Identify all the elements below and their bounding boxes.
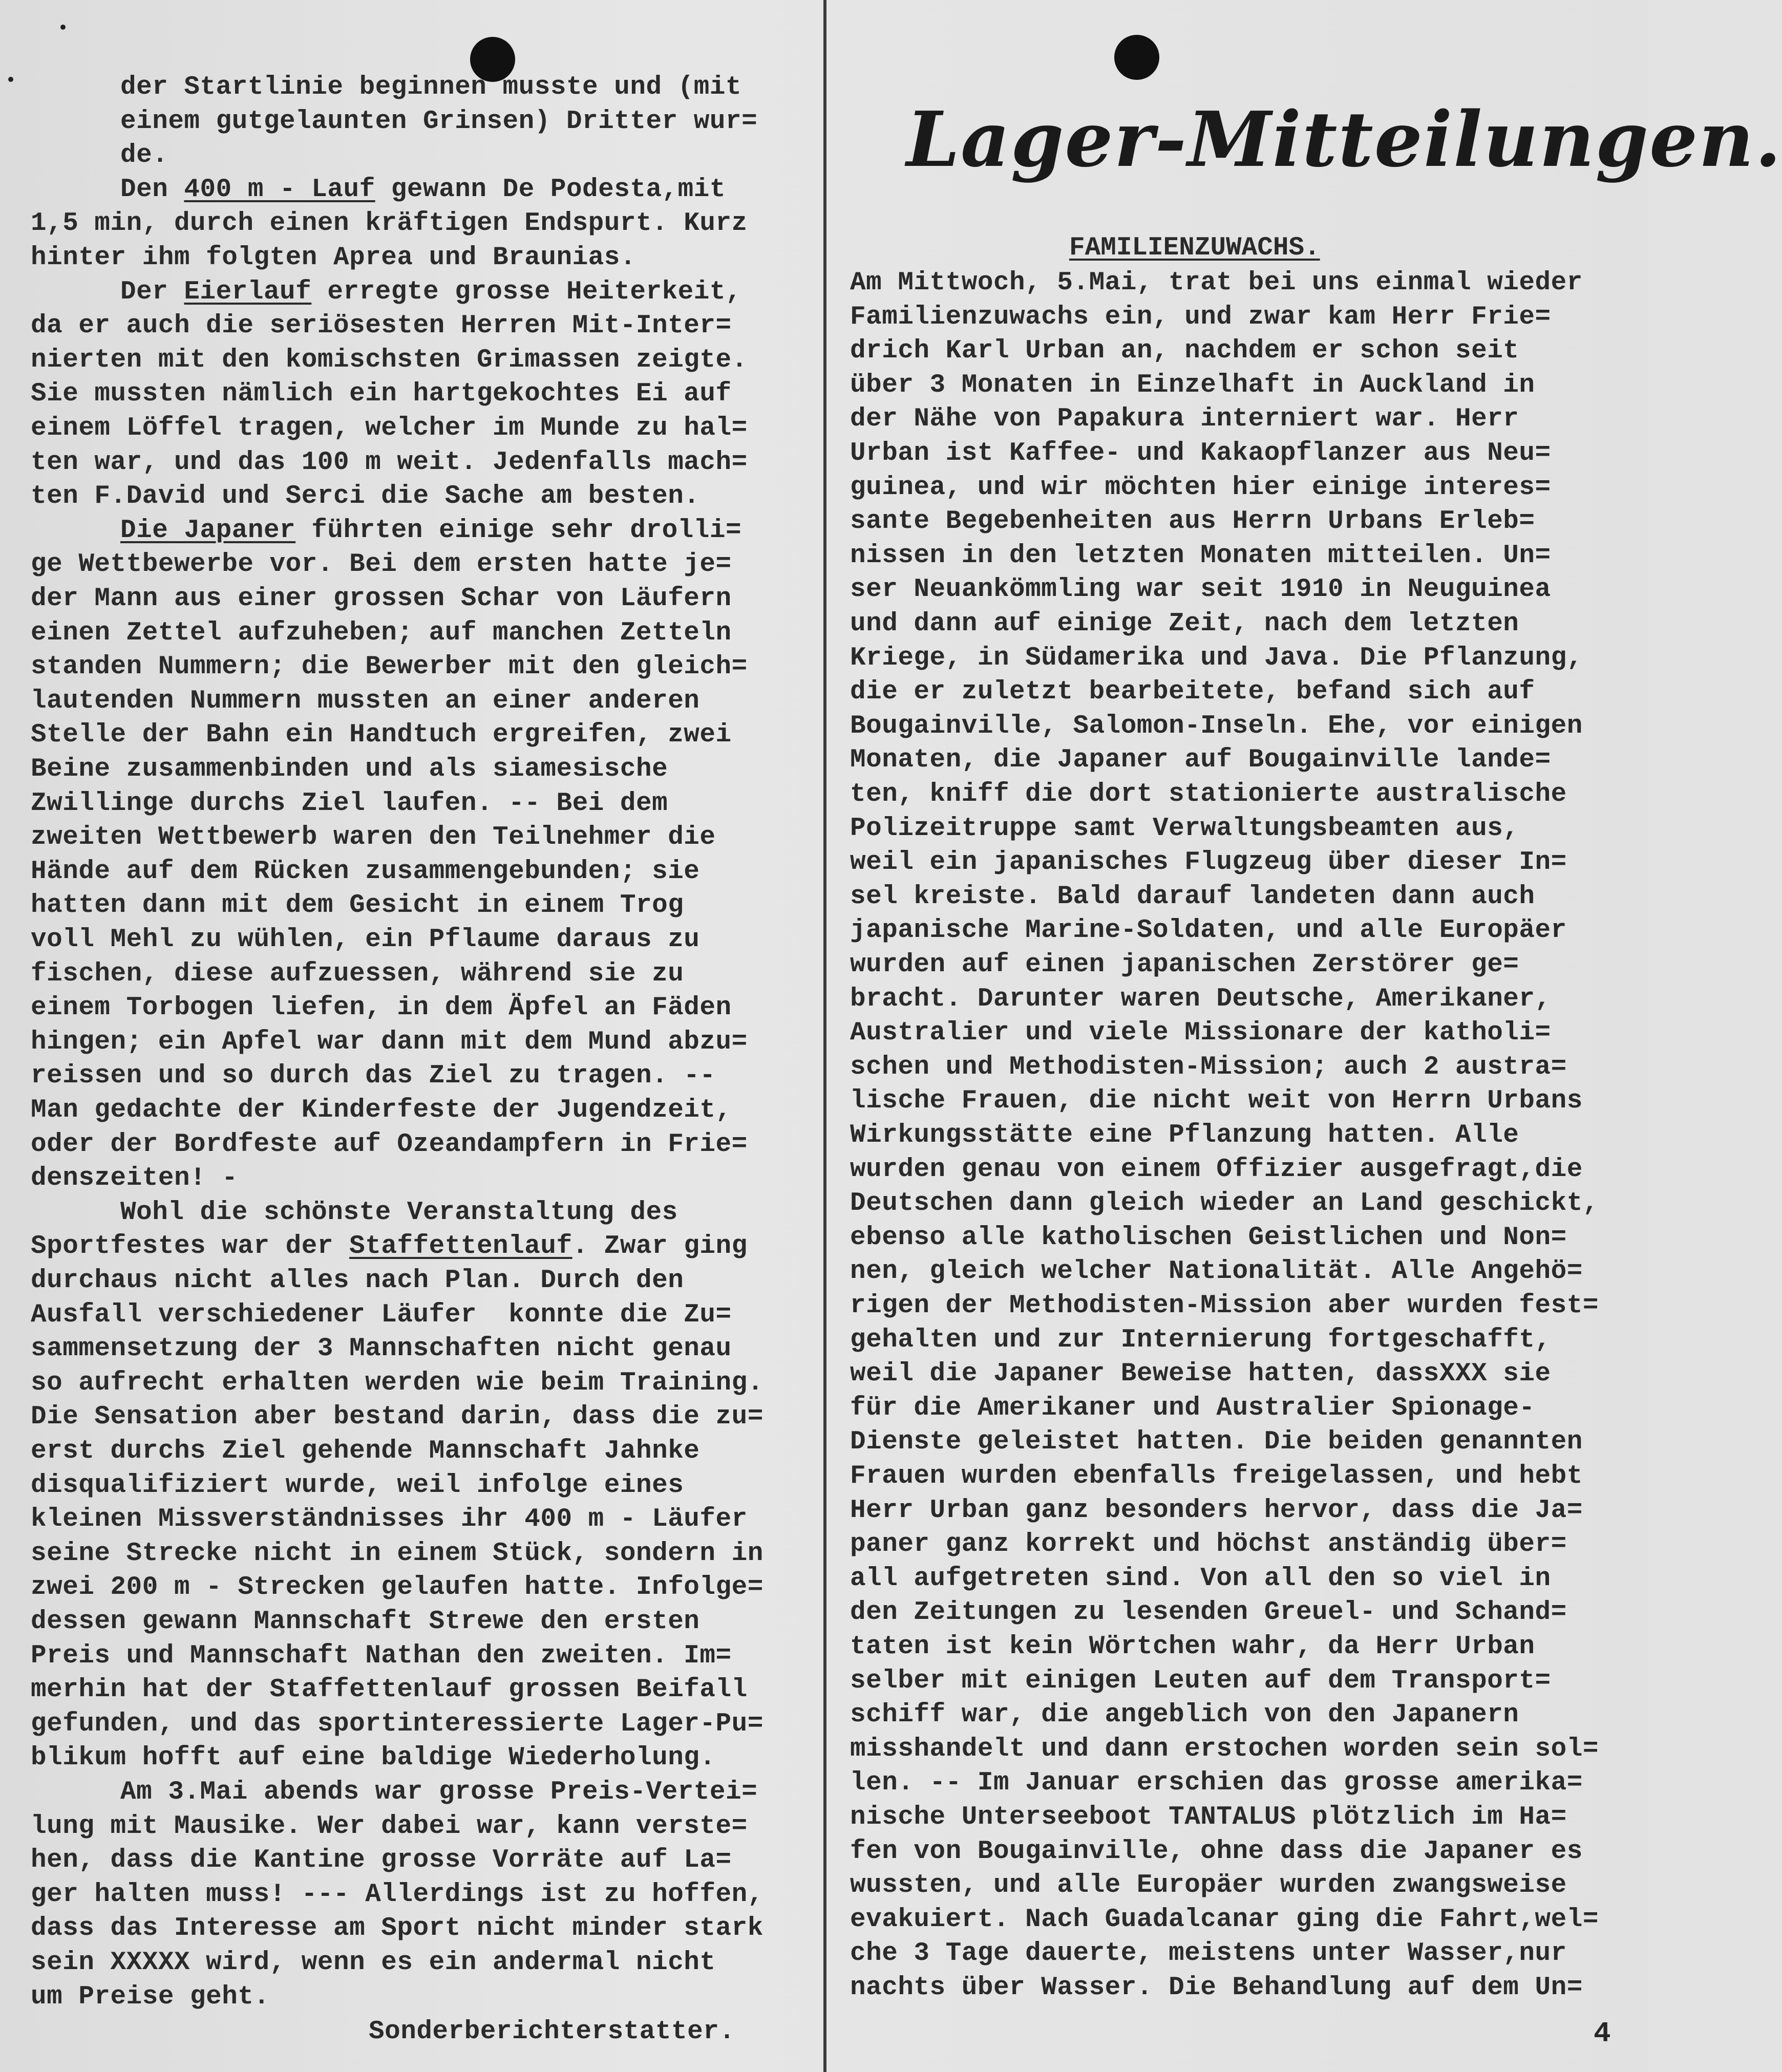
left-text-line [120, 514, 741, 548]
right-text-line: wurden genau von einem Offizier ausgefragt,die [850, 1155, 1583, 1184]
right-text-line: für die Amerikaner und Australier Spionage- [850, 1393, 1535, 1423]
left-text-line: ger halten muss! --- Allerdings ist zu hoffen, [31, 1879, 763, 1909]
right-text-line: ten, kniff die dort stationierte australische [850, 780, 1567, 809]
right-text-line: guinea, und wir möchten hier einige interes= [850, 473, 1551, 502]
left-text-line: Stelle der Bahn ein Handtuch ergreifen, zwei [31, 720, 732, 750]
left-text-line: Preis und Mannschaft Nathan den zweiten. Im= [31, 1641, 732, 1671]
left-text-line: blikum hofft auf eine baldige Wiederholung. [31, 1743, 716, 1773]
left-text-line: Man gedachte der Kinderfeste der Jugendzeit, [31, 1096, 732, 1125]
left-text-line: gefunden, und das sportinteressierte Lager-Pu= [31, 1709, 763, 1739]
left-text-line: Ausfall verschiedener Läufer konnte die Zu= [31, 1300, 732, 1330]
right-text-line: che 3 Tage dauerte, meistens unter Wasser,nur [850, 1939, 1567, 1969]
left-text-line: zweiten Wettbewerb waren den Teilnehmer die [31, 823, 716, 852]
left-text-line: um Preise geht. [31, 1982, 270, 2012]
ink-speck [60, 25, 66, 30]
right-text-line: lische Frauen, die nicht weit von Herrn Urbans [850, 1086, 1583, 1116]
right-text-line: wussten, und alle Europäer wurden zwangsweise [850, 1871, 1567, 1900]
line-text: Den [120, 175, 184, 204]
left-text-line: Wohl die schönste Veranstaltung des [120, 1198, 678, 1227]
left-text-line: hingen; ein Apfel war dann mit dem Mund abzu= [31, 1027, 748, 1057]
left-text-line: einem gutgelaunten Grinsen) Dritter wur= [120, 106, 758, 136]
line-text: . Zwar ging [572, 1232, 748, 1262]
right-text-line: rigen der Methodisten-Mission aber wurden fest= [850, 1291, 1599, 1320]
left-text-line: 1,5 min, durch einen kräftigen Endspurt. Kurz [31, 209, 748, 239]
left-text-line: so aufrecht erhalten werden wie beim Training. [31, 1368, 763, 1398]
right-text-line: der Nähe von Papakura interniert war. Herr [850, 404, 1519, 434]
left-text-line [120, 275, 741, 309]
line-text: Sportfestes war der [31, 1232, 350, 1262]
left-text-line: fischen, diese aufzuessen, während sie zu [31, 959, 684, 989]
left-text-line: seine Strecke nicht in einem Stück, sondern in [31, 1539, 763, 1568]
underlined-term: 400 m - Lauf [184, 175, 375, 204]
underlined-term: Eierlauf [184, 277, 312, 307]
right-text-line: schiff war, die angeblich von den Japanern [850, 1700, 1519, 1730]
left-text-line: sein XXXXX wird, wenn es ein andermal nicht [31, 1948, 716, 1977]
left-text-line: disqualifiziert wurde, weil infolge eines [31, 1470, 684, 1500]
left-text-line [31, 1230, 748, 1264]
left-text-line: dass das Interesse am Sport nicht minder stark [31, 1914, 763, 1943]
line-text: gewann De Podesta,mit [375, 175, 726, 204]
left-text-line: der Startlinie beginnen musste und (mit [120, 73, 742, 102]
left-text-line: hatten dann mit dem Gesicht in einem Trog [31, 891, 684, 921]
left-text-line: Sie mussten nämlich ein hartgekochtes Ei auf [31, 379, 732, 409]
left-text-line: ten war, und das 100 m weit. Jedenfalls mach= [31, 447, 748, 477]
right-text-line: schen und Methodisten-Mission; auch 2 austra= [850, 1052, 1567, 1082]
page-number: 4 [1594, 2017, 1611, 2050]
right-text-line: Herr Urban ganz besonders hervor, dass die Ja= [850, 1496, 1583, 1525]
left-text-line: merhin hat der Staffettenlauf grossen Beifall [31, 1675, 748, 1705]
left-text-line: da er auch die seriösesten Herren Mit-Inter= [31, 311, 732, 341]
right-text-line: Monaten, die Japaner auf Bougainville lande= [850, 745, 1551, 775]
left-text-line: dessen gewann Mannschaft Strewe den ersten [31, 1607, 700, 1636]
right-text-line: weil die Japaner Beweise hatten, dassXXX sie [850, 1359, 1551, 1389]
left-text-line: de. [120, 141, 168, 170]
left-text-line: Hände auf dem Rücken zusammengebunden; sie [31, 857, 700, 886]
left-text-line: lung mit Mausike. Wer dabei war, kann verste= [31, 1811, 748, 1841]
right-text-line: und dann auf einige Zeit, nach dem letzten [850, 609, 1519, 638]
left-text-line: der Mann aus einer grossen Schar von Läufern [31, 584, 732, 613]
right-text-line: nen, gleich welcher Nationalität. Alle Angehö= [850, 1257, 1583, 1287]
right-text-line: paner ganz korrekt und höchst anständig über= [850, 1530, 1567, 1560]
left-text-line: lautenden Nummern mussten an einer anderen [31, 686, 700, 716]
left-text-line: Am 3.Mai abends war grosse Preis-Vertei= [120, 1778, 758, 1807]
right-text-line: japanische Marine-Soldaten, und alle Europäer [850, 916, 1567, 946]
left-text-line: sammensetzung der 3 Mannschaften nicht genau [31, 1334, 732, 1364]
right-text-line: evakuiert. Nach Guadalcanar ging die Fahrt,wel= [850, 1905, 1599, 1934]
underlined-term: Staffettenlauf [349, 1232, 572, 1262]
underlined-term: Die Japaner [120, 516, 296, 545]
left-text-line: hinter ihm folgten Aprea und Braunias. [31, 243, 636, 272]
right-text-line: Dienste geleistet hatten. Die beiden genannten [850, 1427, 1583, 1457]
right-text-line: nissen in den letzten Monaten mitteilen. Un= [850, 541, 1551, 570]
right-text-line: Bougainville, Salomon-Inseln. Ehe, vor einigen [850, 711, 1583, 741]
left-text-line: reissen und so durch das Ziel zu tragen. -- [31, 1061, 716, 1091]
line-text: erregte grosse Heiterkeit, [311, 277, 742, 307]
left-text-line: einen Zettel aufzuheben; auf manchen Zetteln [31, 618, 732, 648]
section-heading-familienzuwachs: FAMILIENZUWACHS. [1069, 233, 1320, 263]
masthead-title: Lager-Mitteilungen. [906, 95, 1782, 184]
right-text-line: über 3 Monaten in Einzelhaft in Auckland in [850, 370, 1535, 400]
right-text-line: Wirkungsstätte eine Pflanzung hatten. Alle [850, 1121, 1519, 1150]
right-text-line: len. -- Im Januar erschien das grosse amerika= [850, 1768, 1583, 1798]
right-text-line: Am Mittwoch, 5.Mai, trat bei uns einmal wieder [850, 268, 1583, 297]
left-text-line: nierten mit den komischsten Grimassen zeigte. [31, 345, 748, 375]
right-text-line: taten ist kein Wörtchen wahr, da Herr Urban [850, 1632, 1535, 1661]
line-text: Der [120, 277, 184, 307]
right-text-line: Polizeitruppe samt Verwaltungsbeamten aus, [850, 814, 1519, 843]
left-text-line: oder der Bordfeste auf Ozeandampfern in Frie= [31, 1129, 748, 1159]
right-text-line: ebenso alle katholischen Geistlichen und Non= [850, 1223, 1567, 1252]
right-text-line: selber mit einigen Leuten auf dem Transport= [850, 1666, 1551, 1696]
left-text-line: zwei 200 m - Strecken gelaufen hatte. Infolge= [31, 1573, 763, 1603]
right-text-line: den Zeitungen zu lesenden Greuel- und Schand= [850, 1598, 1567, 1628]
right-text-line: fen von Bougainville, ohne dass die Japaner es [850, 1836, 1583, 1866]
left-text-line: durchaus nicht alles nach Plan. Durch den [31, 1266, 684, 1295]
left-text-line: Die Sensation aber bestand darin, dass die zu= [31, 1402, 763, 1432]
byline-signature: Sonderberichterstatter. [369, 2017, 735, 2047]
right-text-line: die er zuletzt bearbeitete, befand sich auf [850, 677, 1535, 707]
right-text-line: Familienzuwachs ein, und zwar kam Herr Frie= [850, 302, 1551, 332]
right-text-line: sel kreiste. Bald darauf landeten dann auch [850, 882, 1535, 911]
right-text-line: all aufgetreten sind. Von all den so viel in [850, 1564, 1551, 1593]
left-text-line: denszeiten! - [31, 1164, 238, 1193]
right-text-line: Kriege, in Südamerika und Java. Die Pflanzung, [850, 643, 1583, 673]
left-text-line: Beine zusammenbinden und als siamesische [31, 755, 668, 784]
right-text-line: Urban ist Kaffee- und Kakaopflanzer aus Neu= [850, 439, 1551, 468]
left-text-line: voll Mehl zu wühlen, ein Pflaume daraus zu [31, 925, 700, 954]
right-text-line: nische Unterseeboot TANTALUS plötzlich im Ha= [850, 1803, 1567, 1832]
left-text-line: ten F.David und Serci die Sache am besten. [31, 482, 700, 511]
left-text-line [120, 173, 726, 207]
column-divider [823, 0, 826, 2072]
left-text-line: hen, dass die Kantine grosse Vorräte auf La= [31, 1846, 732, 1875]
line-text: führten einige sehr drolli= [295, 516, 742, 545]
left-text-line: Zwillinge durchs Ziel laufen. -- Bei dem [31, 788, 668, 818]
right-text-line: Deutschen dann gleich wieder an Land geschickt, [850, 1189, 1599, 1219]
ink-speck [8, 77, 13, 82]
left-text-line: einem Torbogen liefen, in dem Äpfel an Fäden [31, 993, 732, 1023]
right-text-line: misshandelt und dann erstochen worden sein sol= [850, 1734, 1599, 1764]
right-text-line: weil ein japanisches Flugzeug über dieser In= [850, 848, 1567, 878]
left-text-line: kleinen Missverständnisses ihr 400 m - Läufer [31, 1505, 748, 1534]
right-text-line: Australier und viele Missionare der katholi= [850, 1018, 1551, 1048]
right-text-line: nachts über Wasser. Die Behandlung auf dem Un= [850, 1973, 1583, 2002]
right-text-line: drich Karl Urban an, nachdem er schon seit [850, 336, 1519, 366]
right-text-line: sante Begebenheiten aus Herrn Urbans Erleb= [850, 507, 1535, 537]
left-text-line: standen Nummern; die Bewerber mit den gleich= [31, 652, 748, 682]
right-text-line: Frauen wurden ebenfalls freigelassen, und hebt [850, 1462, 1583, 1491]
left-text-line: einem Löffel tragen, welcher im Munde zu hal= [31, 414, 748, 443]
left-text-line: erst durchs Ziel gehende Mannschaft Jahnke [31, 1437, 700, 1466]
left-text-line: ge Wettbewerbe vor. Bei dem ersten hatte je= [31, 550, 732, 580]
right-text-line: gehalten und zur Internierung fortgeschafft, [850, 1325, 1551, 1355]
right-text-line: wurden auf einen japanischen Zerstörer ge= [850, 950, 1519, 979]
right-text-line: bracht. Darunter waren Deutsche, Amerikaner, [850, 984, 1551, 1014]
punch-hole-right [1114, 35, 1159, 80]
right-text-line: ser Neuankömmling war seit 1910 in Neuguinea [850, 575, 1551, 605]
